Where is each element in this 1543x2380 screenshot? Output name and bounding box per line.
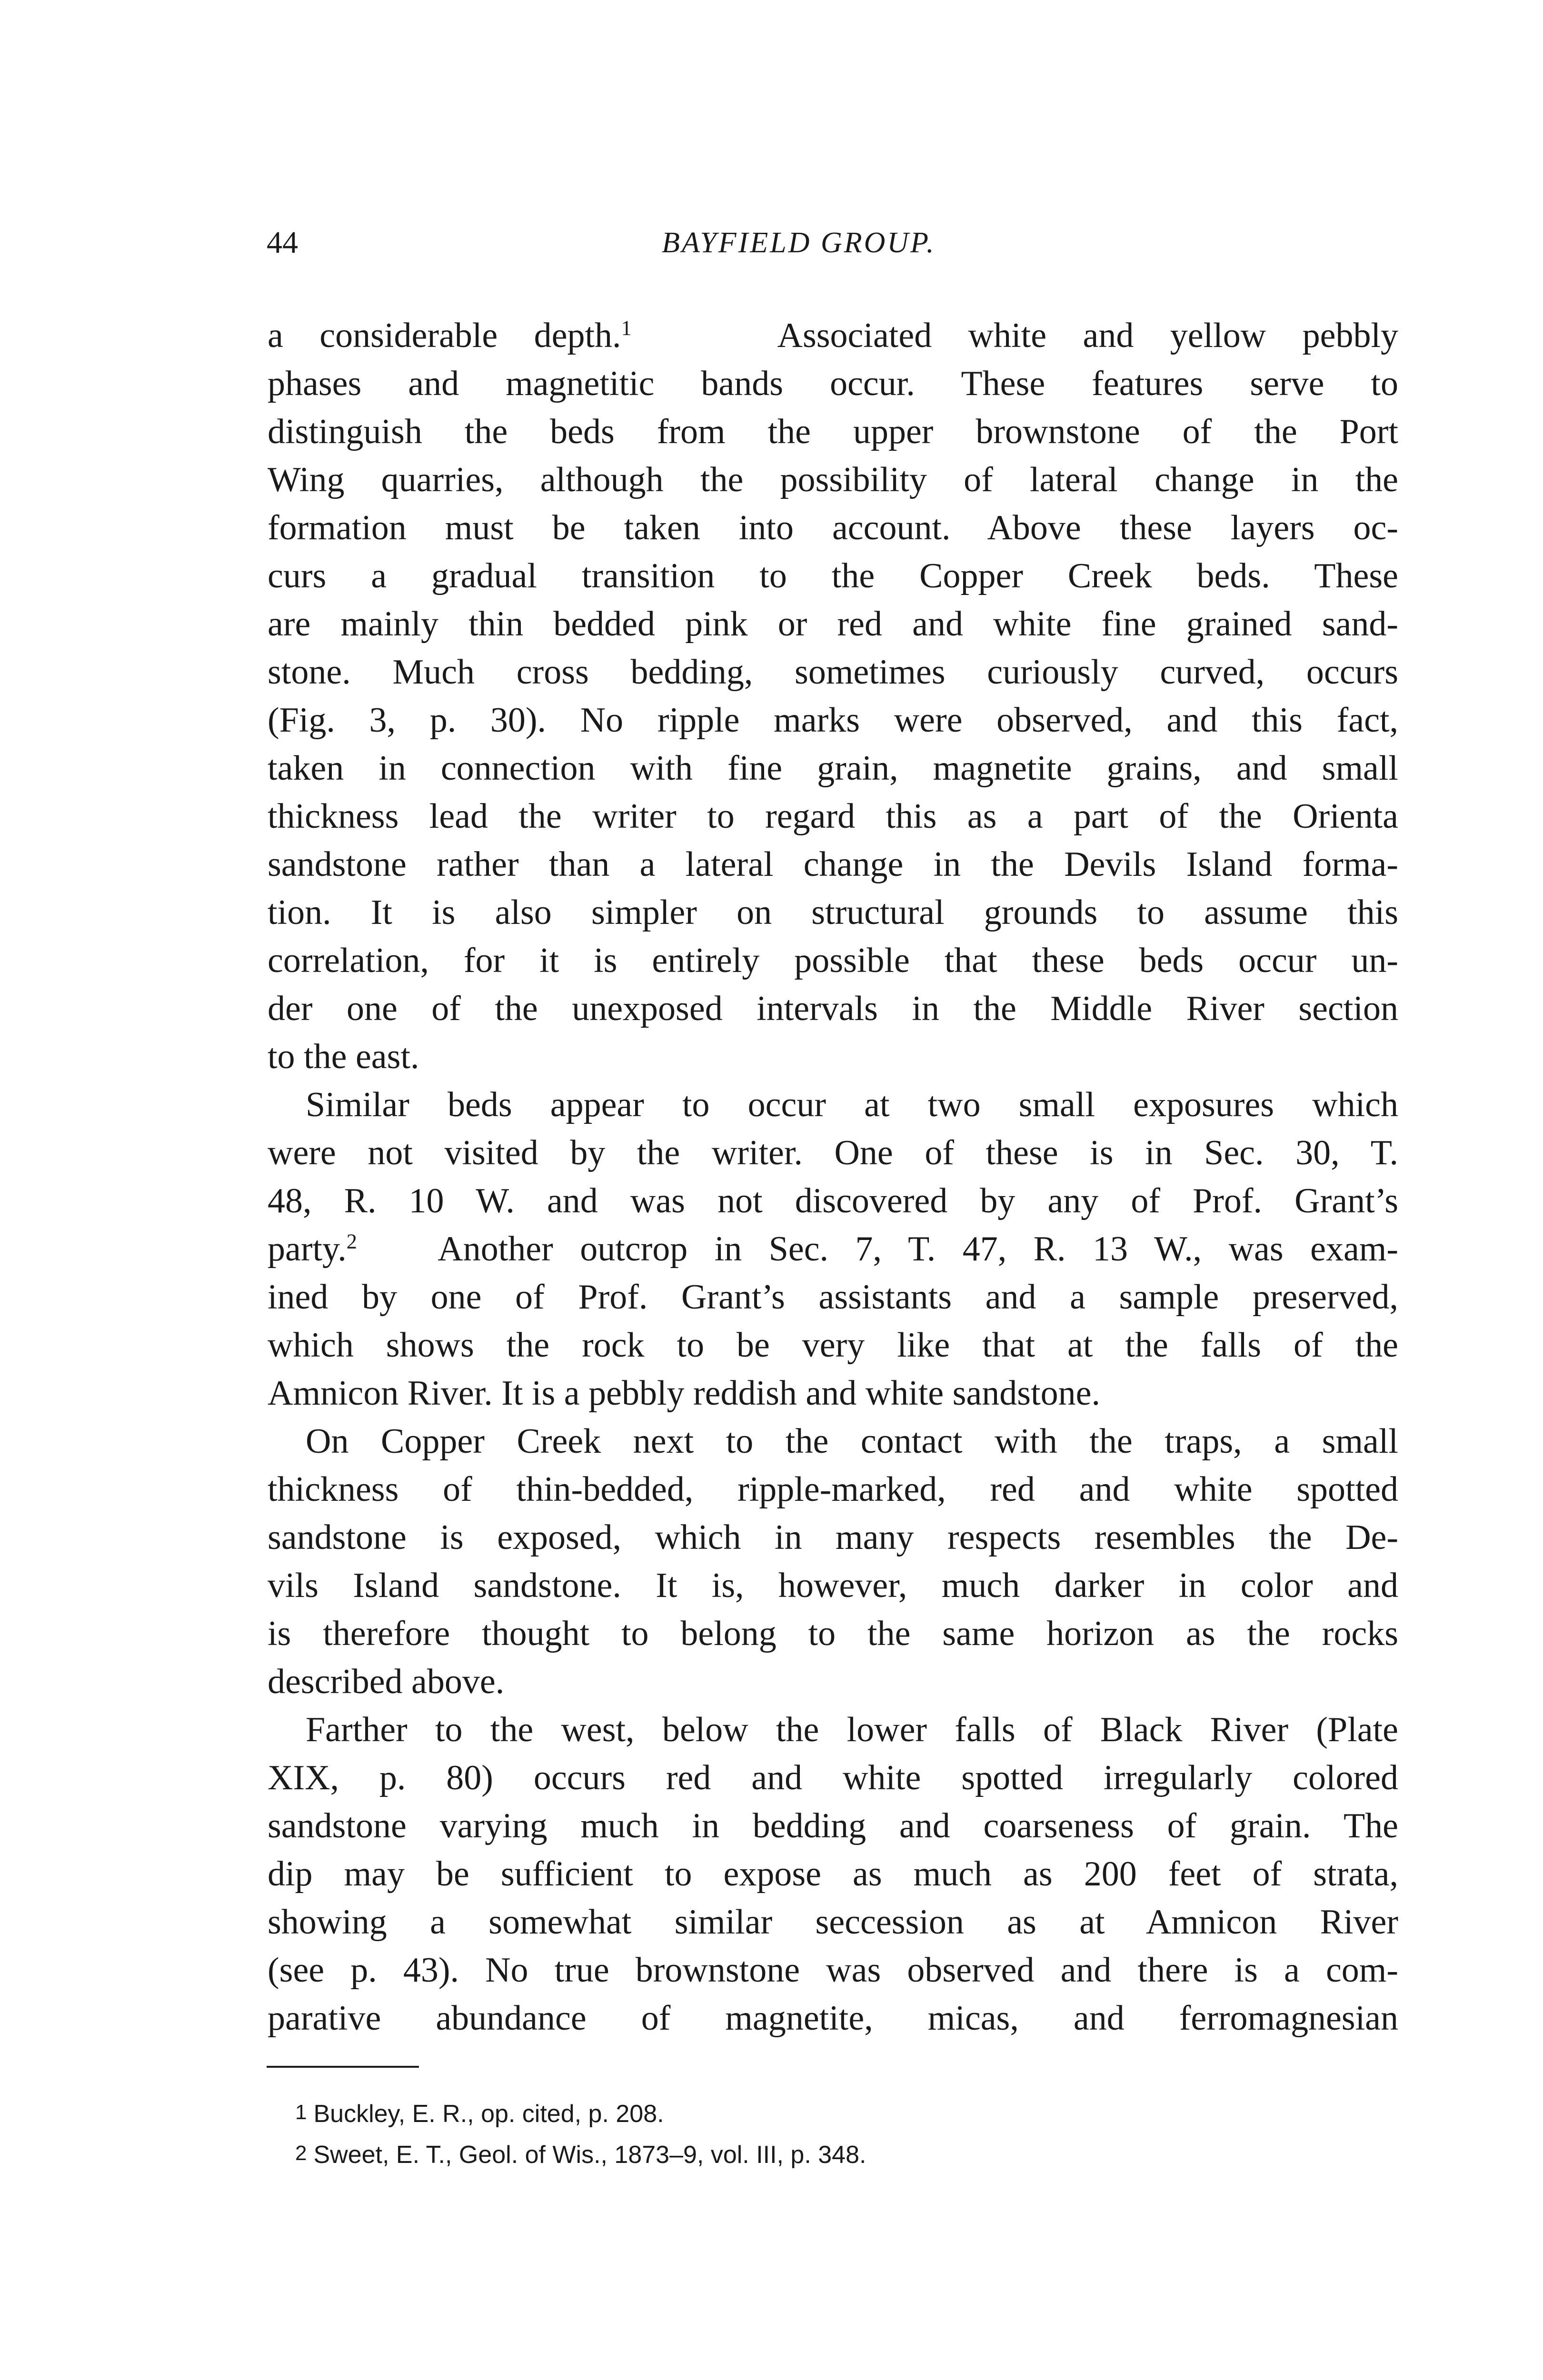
- text-line: is therefore thought to belong to the same horizon as the rocks: [268, 1614, 1398, 1653]
- body-text: [268, 312, 1398, 2043]
- text-line: curs a gradual transition to the Copper Creek beds. These: [268, 556, 1398, 595]
- text-line: to the east.: [268, 1037, 419, 1076]
- footnote-mark: 1: [295, 2101, 307, 2124]
- text-line: formation must be taken into account. Above these layers oc-: [268, 508, 1398, 547]
- text-line: Similar beds appear to occur at two small exposures which: [306, 1085, 1398, 1124]
- text-line: 48, R. 10 W. and was not discovered by any of Prof. Grant’s: [268, 1181, 1398, 1220]
- text-line: thickness lead the writer to regard this as a part of the Orienta: [268, 797, 1398, 836]
- text-line: were not visited by the writer. One of these is in Sec. 30, T.: [268, 1133, 1398, 1172]
- footnote-ref-2: 2: [346, 1229, 357, 1253]
- text-line: taken in connection with fine grain, magnetite grains, and small: [268, 749, 1398, 788]
- footnote-text: Sweet, E. T., Geol. of Wis., 1873–9, vol. III, p. 348.: [313, 2141, 866, 2169]
- footnote-mark: 2: [295, 2142, 307, 2165]
- text-line: Wing quarries, although the possibility of lateral change in the: [268, 460, 1398, 499]
- text-line: a considerable depth.$^1$ Associated white and yellow pebbly: [268, 316, 1398, 355]
- text-line: Amnicon River. It is a pebbly reddish and white sandstone.: [268, 1374, 1100, 1413]
- text-line: correlation, for it is entirely possible that these beds occur un-: [268, 941, 1398, 980]
- text-line: sandstone is exposed, which in many respects resembles the De-: [268, 1518, 1398, 1557]
- text-line: XIX, p. 80) occurs red and white spotted irregularly colored: [268, 1758, 1398, 1797]
- footnote-2: [295, 2133, 1390, 2174]
- text-line: sandstone varying much in bedding and coarseness of grain. The: [268, 1806, 1398, 1845]
- text-line: stone. Much cross bedding, sometimes curiously curved, occurs: [268, 653, 1398, 692]
- page-header: [267, 217, 1400, 269]
- text-line: which shows the rock to be very like that at the falls of the: [268, 1326, 1398, 1365]
- text-line: showing a somewhat similar seccession as at Amnicon River: [268, 1903, 1398, 1942]
- text-line: parative abundance of magnetite, micas, and ferromagnesian: [268, 1999, 1398, 2038]
- text-line: party.$^2$ Another outcrop in Sec. 7, T. 47, R. 13 W., was exam-: [268, 1229, 1398, 1269]
- text-line: ined by one of Prof. Grant’s assistants and a sample preserved,: [268, 1278, 1398, 1317]
- text-line: phases and magnetitic bands occur. These features serve to: [268, 364, 1398, 403]
- footnote-ref-1: 1: [621, 316, 632, 340]
- text-line: vils Island sandstone. It is, however, much darker in color and: [268, 1566, 1398, 1605]
- footnote-1: [295, 2092, 1390, 2133]
- page-number: 44: [267, 225, 298, 260]
- text-line: sandstone rather than a lateral change in the Devils Island forma-: [268, 845, 1398, 884]
- text-line: described above.: [268, 1662, 505, 1701]
- footnotes: [295, 2092, 1390, 2174]
- text-line: (see p. 43). No true brownstone was observed and there is a com-: [268, 1951, 1398, 1990]
- text-line: On Copper Creek next to the contact with the traps, a small: [306, 1422, 1398, 1461]
- text-line: dip may be sufficient to expose as much as 200 feet of strata,: [268, 1854, 1398, 1894]
- text-line: der one of the unexposed intervals in the Middle River section: [268, 989, 1398, 1028]
- text-line: tion. It is also simpler on structural grounds to assume this: [268, 893, 1398, 932]
- running-head: BAYFIELD GROUP.: [662, 227, 936, 259]
- text-line: distinguish the beds from the upper brownstone of the Port: [268, 412, 1398, 451]
- text-line: Farther to the west, below the lower falls of Black River (Plate: [306, 1710, 1398, 1749]
- text-line: (Fig. 3, p. 30). No ripple marks were observed, and this fact,: [268, 701, 1398, 740]
- footnote-text: Buckley, E. R., op. cited, p. 208.: [313, 2100, 664, 2128]
- text-line: are mainly thin bedded pink or red and white fine grained sand-: [268, 605, 1398, 644]
- text-line: thickness of thin-bedded, ripple-marked, red and white spotted: [268, 1470, 1398, 1509]
- footnote-divider: [267, 2066, 419, 2068]
